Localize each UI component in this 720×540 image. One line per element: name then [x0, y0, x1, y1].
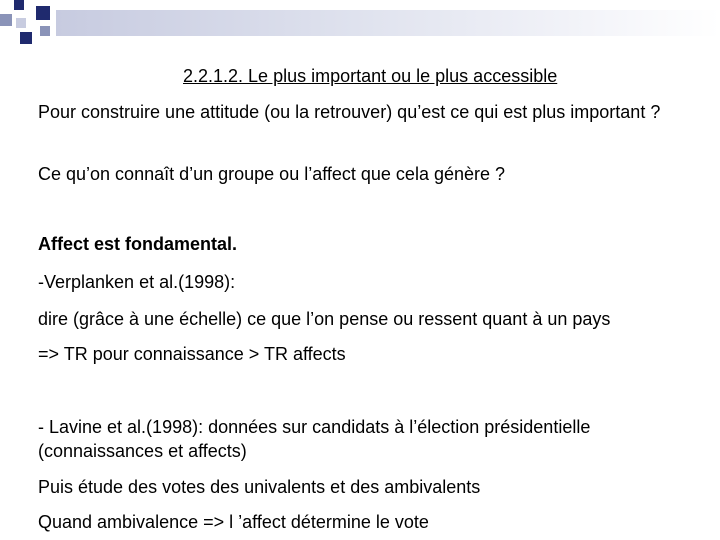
paragraph-question-1: Pour construire une attitude (ou la retrouver) qu’est ce qui est plus important ?	[38, 102, 661, 122]
paragraph-scale: dire (grâce à une échelle) ce que l’on pense ou ressent quant à un pays	[38, 309, 611, 329]
deco-square	[36, 6, 50, 20]
deco-square	[40, 26, 50, 36]
deco-square	[16, 18, 26, 28]
paragraph-lavine: - Lavine et al.(1998): données sur candidats à l’élection présidentielle (connaissances et affects)	[38, 417, 591, 461]
paragraph-votes-study: Puis étude des votes des univalents et des ambivalents	[38, 477, 481, 497]
slide-title: 2.2.1.2. Le plus important ou le plus accessible	[183, 66, 558, 86]
paragraph-ambivalence: Quand ambivalence => l ’affect détermine le vote	[38, 512, 429, 532]
paragraph-verplanken: -Verplanken et al.(1998):	[38, 272, 236, 292]
paragraph-affect-fundamental: Affect est fondamental.	[38, 234, 238, 254]
deco-square	[20, 32, 32, 44]
header-gradient-bar	[56, 10, 720, 36]
deco-square	[0, 14, 12, 26]
paragraph-tr-result: => TR pour connaissance > TR affects	[38, 344, 346, 364]
paragraph-question-2: Ce qu’on connaît d’un groupe ou l’affect que cela génère ?	[38, 164, 506, 184]
deco-square	[14, 0, 24, 10]
corner-decoration	[0, 0, 60, 50]
